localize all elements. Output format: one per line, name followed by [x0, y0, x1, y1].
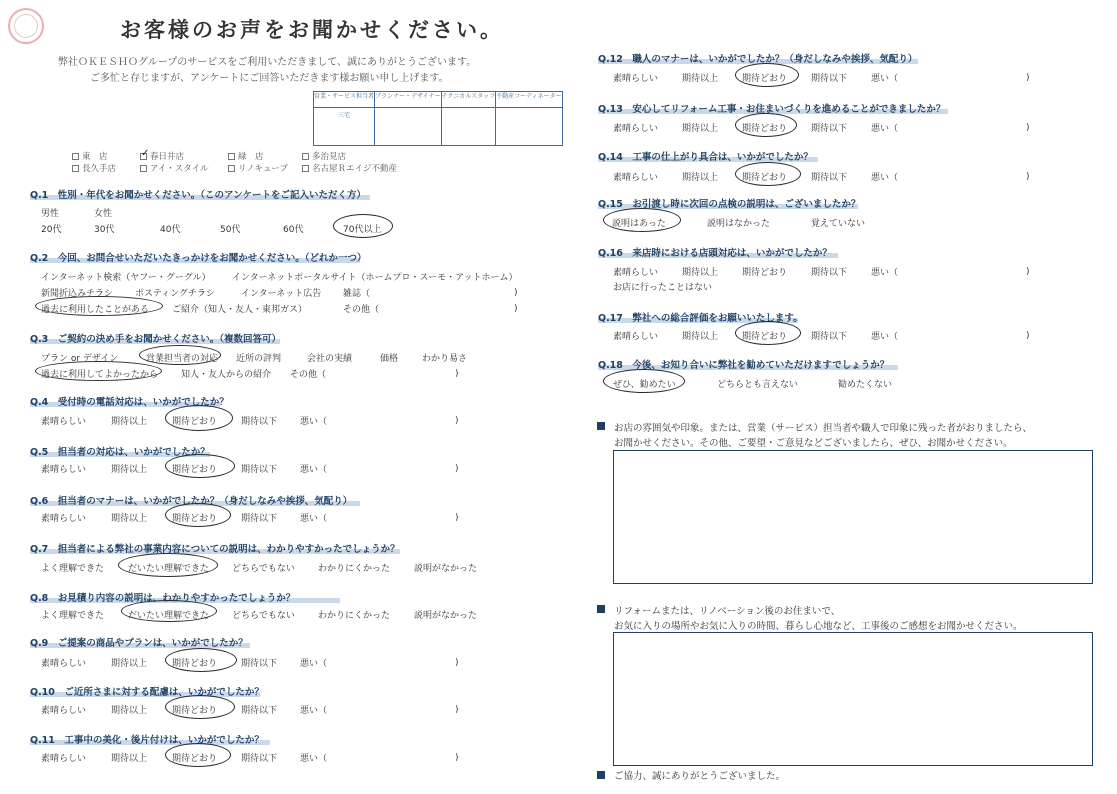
store-nagoya-rage[interactable]: 名古屋Ｒエイジ不動産	[302, 162, 397, 174]
comments-textarea[interactable]	[613, 450, 1093, 584]
q7-opt-neither[interactable]: どちらでもない	[232, 564, 295, 574]
q5-opt-as-expected[interactable]: 期待どおり	[172, 465, 218, 475]
q2-opt-newspaper[interactable]: 新聞折込みチラシ	[41, 289, 114, 299]
q4-opt-below[interactable]: 期待以下	[241, 417, 278, 427]
q18-opt-no[interactable]: 勧めたくない	[838, 380, 893, 390]
close-paren: )	[1026, 331, 1030, 341]
close-paren: )	[455, 705, 459, 715]
q12-opt-as-expected[interactable]: 期待どおり	[742, 74, 788, 84]
q3-opt-past-good[interactable]: 過去に利用してよかったから	[41, 370, 159, 380]
answer-circle	[165, 743, 231, 767]
q12-title: Q.12 職人のマナーは、いかがでしたか？（身だしなみや挨拶、気配り）	[598, 54, 918, 65]
q2-opt-past-use[interactable]: 過去に利用したことがある	[41, 305, 150, 315]
q4-opt-bad[interactable]: 悪い（	[300, 417, 328, 427]
q3-title: Q.3 ご契約の決め手をお聞かせください。（複数回答可）	[30, 334, 282, 345]
staff-header-realestate: 不動産コーディネーター	[496, 92, 563, 108]
q11-title: Q.11 工事中の美化・後片付けは、いかがでしたか？	[30, 735, 264, 746]
store-renocube[interactable]: リノキューブ	[228, 162, 288, 174]
answer-circle	[735, 162, 801, 186]
q2-title: Q.2 今回、お問合せいただいたきっかけをお聞かせください。（どれか一つ）	[30, 253, 367, 264]
q14-opt-as-expected[interactable]: 期待どおり	[742, 173, 788, 183]
close-paren: )	[455, 753, 459, 763]
q13-opt-above[interactable]: 期待以上	[682, 124, 719, 134]
staff-header-sales: 営業・サービス担当者	[314, 92, 375, 108]
q9-opt-as-expected[interactable]: 期待どおり	[172, 659, 218, 669]
q8-opt-no-explanation[interactable]: 説明がなかった	[414, 611, 478, 621]
q8-opt-mostly-understood[interactable]: だいたい理解できた	[128, 611, 210, 621]
checkbox[interactable]	[72, 165, 79, 172]
q7-opt-mostly-understood[interactable]: だいたい理解できた	[128, 564, 210, 574]
q2-opt-posting[interactable]: ポスティングチラシ	[135, 289, 215, 299]
staff-header-technical: テクニカルスタッフ	[441, 92, 495, 108]
q12-opt-bad[interactable]: 悪い（	[871, 74, 899, 84]
q1-title: Q.1 性別・年代をお聞かせください。（このアンケートをご記入いただく方）	[30, 190, 366, 201]
q4-opt-above[interactable]: 期待以上	[111, 417, 148, 427]
q18-opt-definitely[interactable]: ぜひ、勧めたい	[613, 380, 676, 390]
q1-age-60s[interactable]: 60代	[283, 225, 304, 235]
store-midori[interactable]: 緑 店	[228, 150, 264, 162]
q10-title: Q.10 ご近所さまに対する配慮は、いかがでしたか？	[30, 687, 264, 698]
checkbox[interactable]	[302, 153, 309, 160]
q17-opt-as-expected[interactable]: 期待どおり	[742, 332, 788, 342]
q4-opt-excellent[interactable]: 素晴らしい	[41, 417, 87, 427]
q3-opt-sales-rep[interactable]: 営業担当者の対応	[146, 354, 219, 364]
q18-title: Q.18 今後、お知り合いに弊社を勧めていただけますでしょうか？	[598, 360, 890, 371]
answer-circle	[165, 454, 235, 478]
section-bullet	[597, 422, 605, 430]
q9-opt-bad[interactable]: 悪い（	[300, 659, 328, 669]
intro-line-2: ご多忙と存じますが、アンケートにご回答いただきます様お願い申し上げます。	[90, 73, 449, 84]
q11-opt-as-expected[interactable]: 期待どおり	[172, 754, 218, 764]
answer-circle	[603, 369, 685, 393]
close-paren: )	[455, 513, 459, 523]
q8-opt-neither[interactable]: どちらでもない	[232, 611, 295, 621]
section2-line1: リフォームまたは、リノベーション後のお住まいで、	[614, 606, 841, 617]
close-paren: )	[1026, 123, 1030, 133]
q5-opt-above[interactable]: 期待以上	[111, 465, 148, 475]
q8-opt-unclear[interactable]: わかりにくかった	[318, 611, 391, 621]
answer-circle	[118, 553, 218, 577]
q16-title: Q.16 来店時における店頭対応は、いかがでしたか？	[598, 248, 832, 259]
q15-opt-explained[interactable]: 説明はあった	[612, 219, 666, 229]
staff-sales-name[interactable]: 三宅	[314, 108, 375, 146]
q11-opt-bad[interactable]: 悪い（	[300, 754, 328, 764]
thanks-message: ご協力、誠にありがとうございました。	[614, 771, 786, 782]
q10-opt-above[interactable]: 期待以上	[111, 706, 148, 716]
stamp-seal-inner	[14, 14, 38, 38]
q17-opt-excellent[interactable]: 素晴らしい	[613, 332, 659, 342]
q5-title: Q.5 担当者の対応は、いかがでしたか？	[30, 447, 210, 458]
q7-opt-unclear[interactable]: わかりにくかった	[318, 564, 391, 574]
q10-opt-below[interactable]: 期待以下	[241, 706, 278, 716]
q7-opt-no-explanation[interactable]: 説明がなかった	[414, 564, 478, 574]
close-paren: )	[455, 464, 459, 474]
q5-opt-bad[interactable]: 悪い（	[300, 465, 328, 475]
q2-opt-ad[interactable]: インターネット広告	[241, 289, 322, 299]
intro-line-1: 弊社ＯＫＥＳＨＯグループのサービスをご利用いただきまして、誠にありがとうございます。	[58, 57, 477, 68]
q2-opt-referral[interactable]: ご紹介（知人・友人・東邦ガス）	[172, 305, 308, 315]
staff-table	[313, 91, 563, 146]
q13-opt-as-expected[interactable]: 期待どおり	[742, 124, 788, 134]
q3-opt-plan[interactable]: プラン or デザイン	[41, 354, 119, 364]
answer-circle	[333, 214, 393, 238]
q12-opt-above[interactable]: 期待以上	[682, 74, 719, 84]
q1-gender-female[interactable]: 女性	[94, 209, 113, 219]
q4-opt-as-expected[interactable]: 期待どおり	[172, 417, 218, 427]
q1-gender-male[interactable]: 男性	[41, 209, 60, 219]
q3-opt-friend-referral[interactable]: 知人・友人からの紹介	[181, 370, 272, 380]
q12-opt-excellent[interactable]: 素晴らしい	[613, 74, 659, 84]
q1-age-70s-plus[interactable]: 70代以上	[343, 225, 382, 235]
staff-technical-cell[interactable]	[441, 108, 495, 146]
q1-age-30s[interactable]: 30代	[94, 225, 115, 235]
q14-opt-above[interactable]: 期待以上	[682, 173, 719, 183]
answer-circle	[735, 63, 799, 87]
section1-line2: お聞かせください。その他、ご要望・ご意見などございましたら、ぜひ、お聞かせください。	[614, 438, 1013, 449]
q7-title: Q.7 担当者による弊社の事業内容についての説明は、わかりやすかったでしょうか？	[30, 544, 400, 555]
q15-opt-dont-remember[interactable]: 覚えていない	[811, 219, 866, 229]
q16-opt-above[interactable]: 期待以上	[682, 268, 719, 278]
answer-circle	[35, 296, 163, 316]
q13-opt-below[interactable]: 期待以下	[811, 124, 848, 134]
q2-opt-portal[interactable]: インターネットポータルサイト（ホームプロ・スーモ・アットホーム）	[232, 273, 518, 283]
q9-opt-below[interactable]: 期待以下	[241, 659, 278, 669]
answer-circle	[139, 345, 221, 365]
close-paren: )	[1026, 73, 1030, 83]
q13-title: Q.13 安心してリフォーム工事・お住まいづくりを進めることができましたか？	[598, 104, 946, 115]
q13-opt-excellent[interactable]: 素晴らしい	[613, 124, 659, 134]
store-higashi[interactable]: 東 店	[72, 150, 108, 162]
q11-opt-below[interactable]: 期待以下	[241, 754, 278, 764]
q9-opt-above[interactable]: 期待以上	[111, 659, 148, 669]
close-paren: )	[514, 288, 518, 298]
checkbox[interactable]	[302, 165, 309, 172]
store-nagakute[interactable]: 長久手店	[72, 162, 116, 174]
q8-opt-understood-well[interactable]: よく理解できた	[41, 611, 105, 621]
close-paren: )	[1026, 267, 1030, 277]
q15-title: Q.15 お引渡し時に次回の点検の説明は、ございましたか？	[598, 199, 861, 210]
q14-opt-bad[interactable]: 悪い（	[871, 173, 899, 183]
answer-circle	[735, 113, 797, 137]
q6-opt-as-expected[interactable]: 期待どおり	[172, 514, 218, 524]
q4-title: Q.4 受付時の電話対応は、いかがでしたか？	[30, 397, 229, 408]
answer-circle	[165, 503, 231, 527]
checkbox-checked[interactable]: ✓	[141, 148, 150, 159]
q5-opt-excellent[interactable]: 素晴らしい	[41, 465, 87, 475]
q3-opt-clarity[interactable]: わかり易さ	[422, 354, 468, 364]
q3-opt-reputation[interactable]: 近所の評判	[236, 354, 282, 364]
page-title: お客様のお声をお聞かせください。	[120, 18, 504, 42]
q1-age-50s[interactable]: 50代	[220, 225, 241, 235]
answer-circle	[735, 321, 801, 345]
staff-realestate-cell[interactable]	[496, 108, 563, 146]
store-kasugai[interactable]: ✓ 春日井店	[141, 148, 185, 162]
q16-opt-bad[interactable]: 悪い（	[871, 268, 899, 278]
q5-opt-below[interactable]: 期待以下	[241, 465, 278, 475]
q13-opt-bad[interactable]: 悪い（	[871, 124, 899, 134]
answer-circle	[165, 695, 235, 719]
q14-opt-below[interactable]: 期待以下	[811, 173, 848, 183]
q11-opt-above[interactable]: 期待以上	[111, 754, 148, 764]
q16-opt-never-visited[interactable]: お店に行ったことはない	[613, 283, 713, 293]
q3-opt-price[interactable]: 価格	[380, 354, 399, 364]
section-bullet	[597, 605, 605, 613]
q6-opt-below[interactable]: 期待以下	[241, 514, 278, 524]
q2-opt-magazine[interactable]: 雑誌（	[343, 289, 371, 299]
q6-opt-above[interactable]: 期待以上	[111, 514, 148, 524]
answer-circle	[121, 600, 217, 622]
q17-opt-above[interactable]: 期待以上	[682, 332, 719, 342]
store-tajimi[interactable]: 多治見店	[302, 150, 346, 162]
q16-opt-as-expected[interactable]: 期待どおり	[742, 268, 788, 278]
close-paren: )	[1026, 172, 1030, 182]
staff-header-planner: プランナー・デザイナー	[375, 92, 442, 108]
q10-opt-excellent[interactable]: 素晴らしい	[41, 706, 87, 716]
staff-planner-cell[interactable]	[375, 108, 442, 146]
q7-opt-understood-well[interactable]: よく理解できた	[41, 564, 105, 574]
q17-title: Q.17 弊社への総合評価をお願いいたします。	[598, 313, 803, 324]
impressions-textarea[interactable]	[613, 632, 1093, 766]
q1-age-20s[interactable]: 20代	[41, 225, 62, 235]
q2-opt-search[interactable]: インターネット検索（ヤフー・グーグル）	[41, 273, 211, 283]
q3-opt-other[interactable]: その他（	[290, 370, 327, 380]
q1-age-40s[interactable]: 40代	[160, 225, 181, 235]
checkbox[interactable]	[228, 165, 235, 172]
q14-title: Q.14 工事の仕上がり具合は、いかがでしたか？	[598, 152, 813, 163]
q9-opt-excellent[interactable]: 素晴らしい	[41, 659, 87, 669]
q6-opt-excellent[interactable]: 素晴らしい	[41, 514, 87, 524]
q15-opt-not-explained[interactable]: 説明はなかった	[707, 219, 771, 229]
answer-circle	[603, 208, 681, 232]
section1-line1: お店の雰囲気や印象。または、営業（サービス）担当者や職人で印象に残った者がおりましたら、	[614, 423, 1033, 434]
checkbox[interactable]	[140, 165, 147, 172]
q16-opt-below[interactable]: 期待以下	[811, 268, 848, 278]
section-bullet	[597, 771, 605, 779]
close-paren: )	[455, 416, 459, 426]
q3-opt-track-record[interactable]: 会社の実績	[307, 354, 353, 364]
q6-title: Q.6 担当者のマナーは、いかがでしたか？（身だしなみや挨拶、気配り）	[30, 496, 353, 507]
q10-opt-as-expected[interactable]: 期待どおり	[172, 706, 218, 716]
answer-circle	[35, 361, 162, 381]
answer-circle	[165, 648, 237, 672]
q6-opt-bad[interactable]: 悪い（	[300, 514, 328, 524]
close-paren: )	[514, 304, 518, 314]
q9-title: Q.9 ご提案の商品やプランは、いかがでしたか？	[30, 638, 248, 649]
q11-opt-excellent[interactable]: 素晴らしい	[41, 754, 87, 764]
checkbox[interactable]	[72, 153, 79, 160]
section2-line2: お気に入りの場所やお気に入りの時間、暮らし心地など、工事後のご感想をお聞かせください。	[614, 621, 1023, 632]
q8-title: Q.8 お見積り内容の説明は、わかりやすかったでしょうか？	[30, 593, 296, 604]
q18-opt-neither[interactable]: どちらとも言えない	[717, 380, 799, 390]
q10-opt-bad[interactable]: 悪い（	[300, 706, 328, 716]
q17-opt-below[interactable]: 期待以下	[811, 332, 848, 342]
checkbox[interactable]	[228, 153, 235, 160]
q2-opt-other[interactable]: その他（	[343, 305, 380, 315]
q12-opt-below[interactable]: 期待以下	[811, 74, 848, 84]
q14-opt-excellent[interactable]: 素晴らしい	[613, 173, 659, 183]
answer-circle	[165, 405, 233, 431]
q17-opt-bad[interactable]: 悪い（	[871, 332, 899, 342]
close-paren: )	[455, 369, 459, 379]
q16-opt-excellent[interactable]: 素晴らしい	[613, 268, 659, 278]
close-paren: )	[455, 658, 459, 668]
store-istyle[interactable]: アイ・スタイル	[140, 162, 209, 174]
